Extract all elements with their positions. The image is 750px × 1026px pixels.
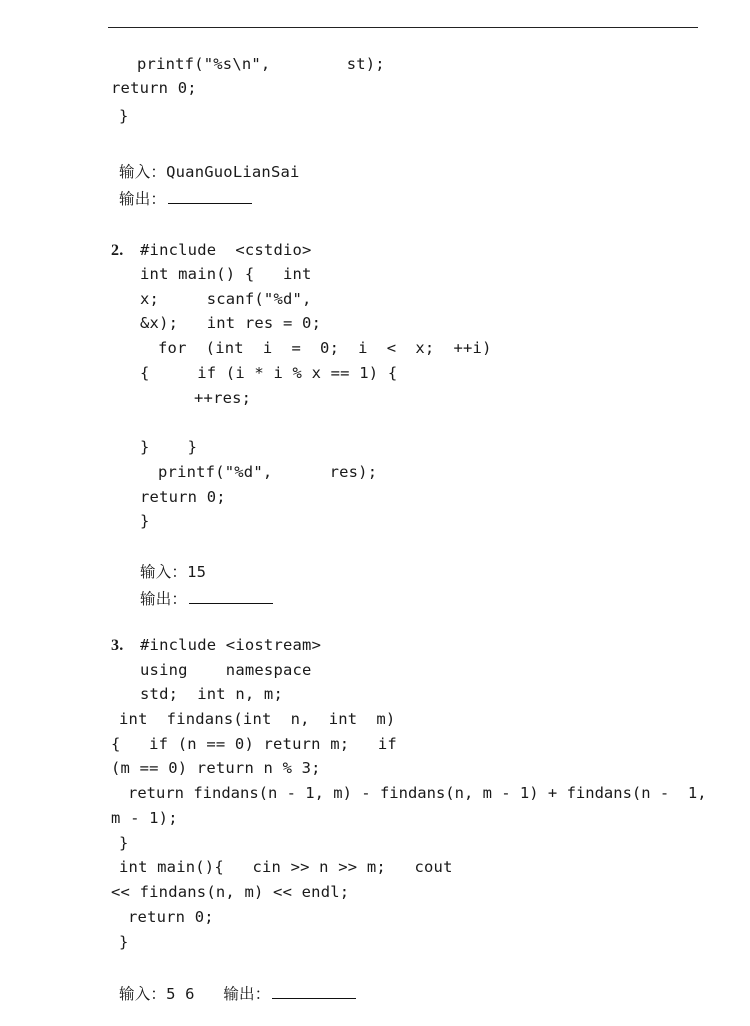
code-line: printf("%d", res);: [158, 463, 378, 481]
code-line: << findans(n, m) << endl;: [111, 883, 350, 901]
code-line: int findans(int n, int m): [119, 710, 396, 728]
code-line: using namespace: [140, 661, 312, 679]
answer-blank[interactable]: [189, 589, 273, 604]
code-line: &x); int res = 0;: [140, 314, 322, 332]
code-line: int main() { int: [140, 265, 312, 283]
question-number: 3.: [111, 637, 124, 654]
code-line: { if (i * i % x == 1) {: [140, 364, 398, 382]
output-label: 输出：: [119, 190, 167, 208]
code-line: (m == 0) return n % 3;: [111, 759, 321, 777]
code-line: printf("%s\n", st);: [137, 55, 385, 73]
section-1-input: [119, 162, 300, 182]
code-line: }: [119, 933, 129, 951]
code-line: #include <cstdio>: [140, 241, 312, 259]
section-2-input: [140, 562, 206, 582]
code-line: } }: [140, 438, 198, 456]
input-value: 5 6: [166, 985, 195, 1003]
output-label: 输出：: [223, 985, 271, 1003]
code-line: m - 1);: [111, 809, 178, 827]
input-label: 输入：: [119, 985, 167, 1003]
code-line: for (int i = 0; i < x; ++i): [158, 339, 492, 357]
answer-blank[interactable]: [168, 189, 252, 204]
code-line: std; int n, m;: [140, 685, 283, 703]
input-value: 15: [187, 563, 207, 581]
code-line: return 0;: [128, 908, 214, 926]
section-1-output: [119, 189, 252, 209]
answer-blank[interactable]: [272, 984, 356, 999]
code-line: return 0;: [111, 79, 197, 97]
input-label: 输入：: [119, 163, 167, 181]
code-line: int main(){ cin >> n >> m; cout: [119, 858, 453, 876]
code-line: x; scanf("%d",: [140, 290, 312, 308]
input-value: QuanGuoLianSai: [166, 163, 300, 181]
code-line: }: [140, 512, 150, 530]
section-3-io: [119, 984, 356, 1004]
code-line: return findans(n - 1, m) - findans(n, m - 1) + findans(n - 1,: [128, 784, 707, 802]
code-line: }: [119, 834, 129, 852]
output-label: 输出：: [140, 590, 188, 608]
code-line: ++res;: [194, 389, 252, 407]
header-rule: [108, 27, 698, 28]
question-number: 2.: [111, 242, 124, 259]
code-line: return 0;: [140, 488, 226, 506]
code-line: { if (n == 0) return m; if: [111, 735, 397, 753]
input-label: 输入：: [140, 563, 188, 581]
code-line: }: [119, 107, 129, 125]
section-2-output: [140, 589, 273, 609]
code-line: #include <iostream>: [140, 636, 322, 654]
